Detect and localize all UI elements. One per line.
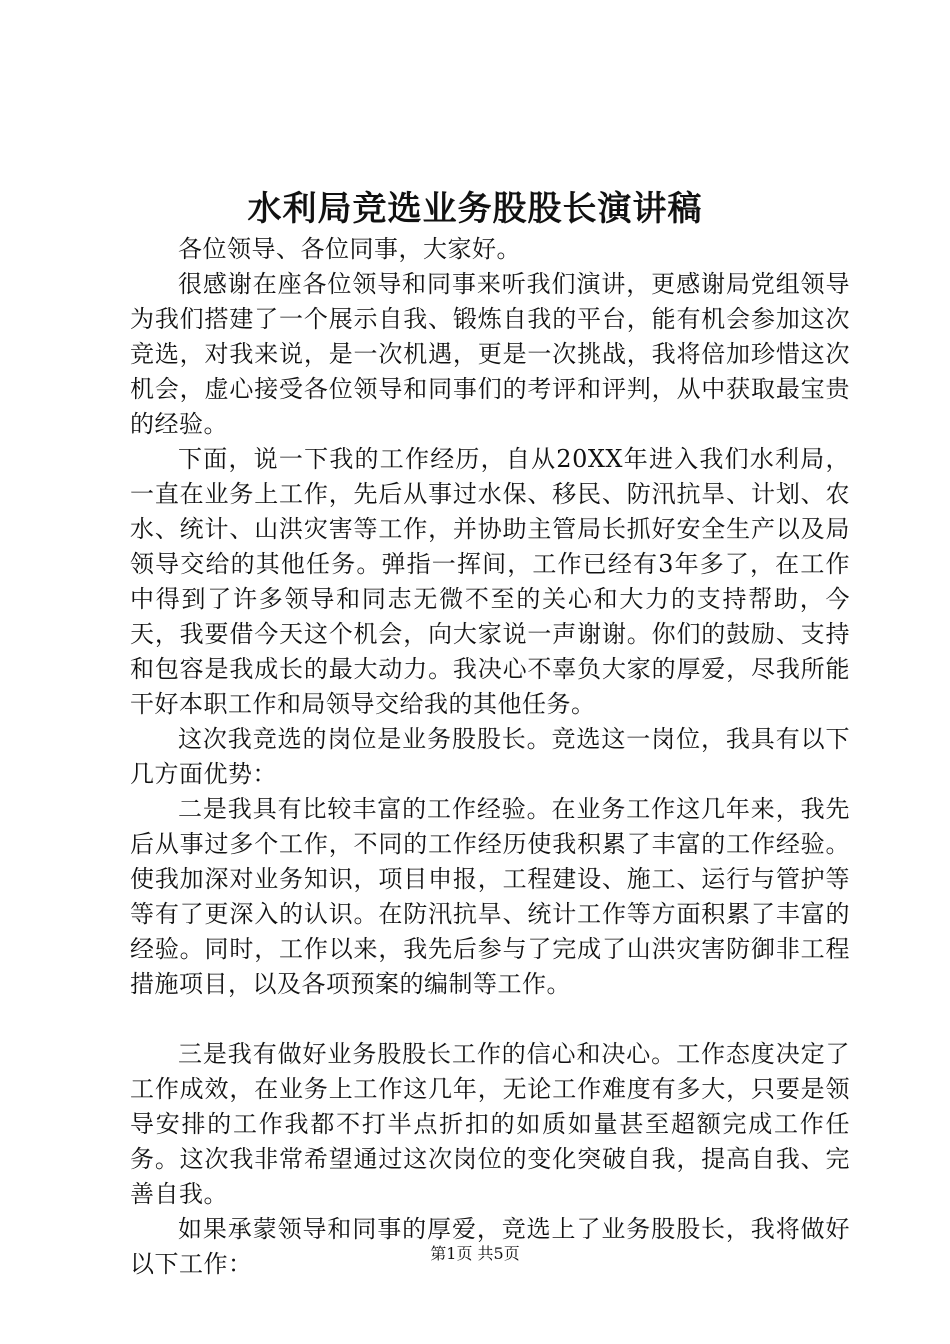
paragraph-position: 这次我竞选的岗位是业务股股长。竞选这一岗位，我具有以下几方面优势：: [130, 725, 850, 788]
paragraph-experience: 下面，说一下我的工作经历，自从20XX年进入我们水利局，一直在业务上工作，先后从事过水保、移民、防汛抗旱、计划、农水、统计、山洪灾害等工作，并协助主管局长抓好安全生产以及局领导交给的其他任务。弹指一挥间，工作已经有3年多了，在工作中得到了许多领导和同志无微不至的关心和大力的支持帮助，今天，我要借今天这个机会，向大家说一声谢谢。你们的鼓励、支持和包容是我成长的最大动力。我决心不辜负大家的厚爱，尽我所能干好本职工作和局领导交给我的其他任务。: [130, 445, 850, 718]
page-number-footer: 第1页 共5页: [430, 1244, 520, 1263]
paragraph-plan: 如果承蒙领导和同事的厚爱，竞选上了业务股股长，我将做好以下工作：: [130, 1215, 850, 1278]
paragraph-thanks: 很感谢在座各位领导和同事来听我们演讲，更感谢局党组领导为我们搭建了一个展示自我、锻炼自我的平台，能有机会参加这次竞选，对我来说，是一次机遇，更是一次挑战，我将倍加珍惜这次机会，虚心接受各位领导和同事们的考评和评判，从中获取最宝贵的经验。: [130, 270, 850, 438]
paragraph-advantage-three: 三是我有做好业务股股长工作的信心和决心。工作态度决定了工作成效，在业务上工作这几年，无论工作难度有多大，只要是领导安排的工作我都不打半点折扣的如质如量甚至超额完成工作任务。这次我非常希望通过这次岗位的变化突破自我，提高自我、完善自我。: [130, 1040, 850, 1208]
paragraph-greeting: 各位领导、各位同事，大家好。: [178, 235, 521, 263]
document-title: 水利局竞选业务股股长演讲稿: [247, 189, 703, 229]
paragraph-advantage-two: 二是我具有比较丰富的工作经验。在业务工作这几年来，我先后从事过多个工作，不同的工作经历使我积累了丰富的工作经验。使我加深对业务知识，项目申报，工程建设、施工、运行与管护等等有了更深入的认识。在防汛抗旱、统计工作等方面积累了丰富的经验。同时，工作以来，我先后参与了完成了山洪灾害防御非工程措施项目，以及各项预案的编制等工作。: [130, 795, 850, 998]
document-body: [130, 232, 850, 1282]
